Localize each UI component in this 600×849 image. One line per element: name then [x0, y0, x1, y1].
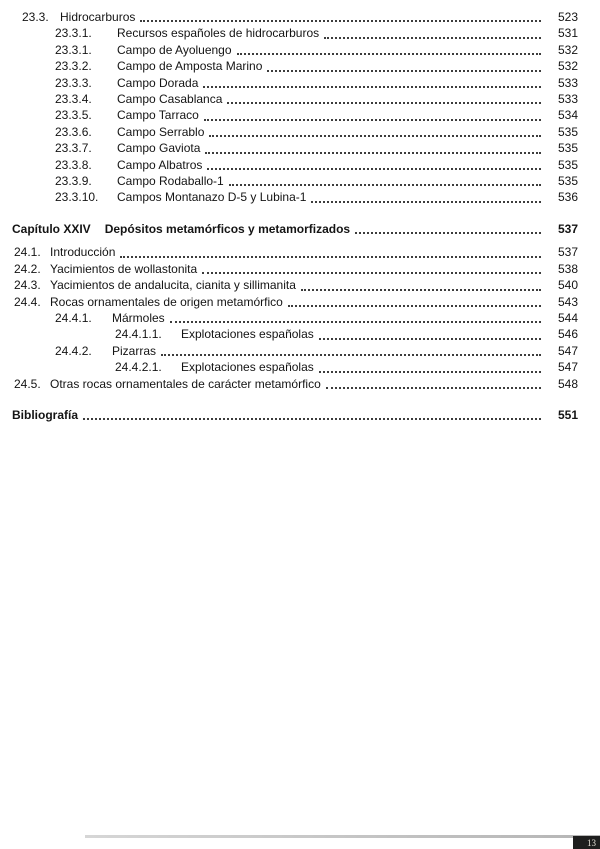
dot-leader [288, 305, 541, 307]
dot-leader [205, 152, 541, 154]
entry-number: 24.1. [14, 245, 41, 260]
toc-entry [55, 42, 578, 58]
entry-number: 24.4. [14, 294, 41, 309]
page-number-badge [573, 836, 600, 849]
entry-page: 547 [557, 343, 578, 358]
entry-title: Campo Gaviota [117, 141, 201, 156]
dot-leader [161, 354, 541, 356]
entry-title: Yacimientos de andalucita, cianita y sillimanita [50, 278, 296, 293]
dot-leader [209, 135, 541, 137]
entry-page: 537 [557, 221, 578, 236]
toc-entry [12, 407, 578, 423]
entry-page: 540 [557, 278, 578, 293]
entry-number: 24.4.2. [55, 343, 92, 358]
toc-entry [55, 140, 578, 156]
toc-entry [14, 376, 578, 392]
entry-number: 24.4.1.1. [115, 327, 162, 342]
entry-page: 535 [557, 174, 578, 189]
entry-page: 532 [557, 59, 578, 74]
entry-title: Explotaciones españolas [181, 360, 314, 375]
entry-page: 546 [557, 327, 578, 342]
entry-title: Rocas ornamentales de origen metamórfico [50, 294, 283, 309]
entry-title: Campo Casablanca [117, 92, 223, 107]
entry-page: 537 [557, 245, 578, 260]
toc-entry [14, 277, 578, 293]
toc-entry [115, 326, 578, 342]
dot-leader [311, 201, 541, 203]
toc-entry [55, 75, 578, 91]
dot-leader [83, 418, 541, 420]
entry-title: Campo Tarraco [117, 108, 199, 123]
entry-page: 535 [557, 141, 578, 156]
dot-leader [237, 53, 541, 55]
entry-number: 23.3.7. [55, 141, 92, 156]
toc-entry [115, 359, 578, 375]
entry-title: Campos Montanazo D-5 y Lubina-1 [117, 190, 307, 205]
dot-leader [326, 387, 541, 389]
entry-title: Campo Albatros [117, 157, 203, 172]
entry-title: Campo Serrablo [117, 124, 205, 139]
dot-leader [355, 232, 541, 234]
entry-title: Campo Dorada [117, 75, 199, 90]
dot-leader [267, 70, 541, 72]
entry-number: 24.3. [14, 278, 41, 293]
entry-title: Campo de Ayoluengo [117, 42, 232, 57]
toc-entry [55, 124, 578, 140]
entry-page: 536 [557, 190, 578, 205]
entry-title: Campo de Amposta Marino [117, 59, 263, 74]
toc-entry [14, 261, 578, 277]
dot-leader [204, 119, 541, 121]
entry-number: 23.3.1. [55, 42, 92, 57]
entry-page: 535 [557, 124, 578, 139]
entry-title: Campo Rodaballo-1 [117, 174, 224, 189]
entry-page: 534 [557, 108, 578, 123]
toc-entry [55, 343, 578, 359]
entry-title: Mármoles [112, 310, 165, 325]
entry-number: 23.3. [22, 10, 49, 24]
dot-leader [170, 321, 541, 323]
entry-page: 533 [557, 92, 578, 107]
toc-entry [14, 244, 578, 260]
entry-title: Hidrocarburos [60, 10, 136, 24]
entry-title: Otras rocas ornamentales de carácter metamórfico [50, 376, 321, 391]
toc-entry [55, 157, 578, 173]
toc-entry [55, 310, 578, 326]
toc-content [0, 0, 600, 423]
toc-entry [55, 25, 578, 41]
toc-entry [55, 107, 578, 123]
footer-rule [85, 835, 600, 838]
toc-entry [12, 221, 578, 237]
entry-page: 543 [557, 294, 578, 309]
dot-leader [227, 102, 541, 104]
entry-title: Yacimientos de wollastonita [50, 261, 198, 276]
entry-title: Pizarras [112, 343, 157, 358]
entry-number: 23.3.8. [55, 157, 92, 172]
toc-entry [55, 91, 578, 107]
entry-page: 548 [557, 376, 578, 391]
toc-entry [22, 9, 578, 25]
toc-entry [55, 173, 578, 189]
toc-entry [55, 189, 578, 205]
entry-page: 551 [557, 407, 578, 422]
entry-title: Bibliografía [12, 407, 79, 422]
entry-title: Introducción [50, 245, 116, 260]
entry-page: 532 [557, 42, 578, 57]
table-of-contents [12, 9, 578, 423]
entry-number: 24.4.2.1. [115, 360, 162, 375]
dot-leader [324, 37, 541, 39]
entry-number: 23.3.10. [55, 190, 99, 205]
dot-leader [202, 272, 541, 274]
entry-number: 23.3.2. [55, 59, 92, 74]
entry-page: 523 [557, 10, 578, 24]
entry-page: 531 [557, 26, 578, 41]
entry-page: 538 [557, 261, 578, 276]
entry-title: Explotaciones españolas [181, 327, 314, 342]
page-number: 13 [587, 837, 596, 848]
entry-title: Recursos españoles de hidrocarburos [117, 26, 320, 41]
entry-number: Capítulo XXIV [12, 221, 91, 236]
dot-leader [319, 338, 541, 340]
entry-number: 24.5. [14, 376, 41, 391]
dot-leader [301, 289, 541, 291]
entry-title: Depósitos metamórficos y metamorfizados [104, 221, 351, 236]
dot-leader [203, 86, 541, 88]
entry-number: 23.3.4. [55, 92, 92, 107]
entry-number: 23.3.1. [55, 26, 92, 41]
toc-entry [14, 294, 578, 310]
entry-number: 24.2. [14, 261, 41, 276]
entry-number: 23.3.6. [55, 124, 92, 139]
dot-leader [140, 20, 541, 22]
entry-number: 23.3.9. [55, 174, 92, 189]
entry-number: 23.3.3. [55, 75, 92, 90]
entry-page: 547 [557, 360, 578, 375]
dot-leader [207, 168, 541, 170]
toc-entry [55, 58, 578, 74]
entry-number: 23.3.5. [55, 108, 92, 123]
dot-leader [229, 184, 541, 186]
dot-leader [319, 371, 541, 373]
entry-page: 533 [557, 75, 578, 90]
entry-page: 544 [557, 310, 578, 325]
dot-leader [120, 256, 541, 258]
entry-page: 535 [557, 157, 578, 172]
entry-number: 24.4.1. [55, 310, 92, 325]
